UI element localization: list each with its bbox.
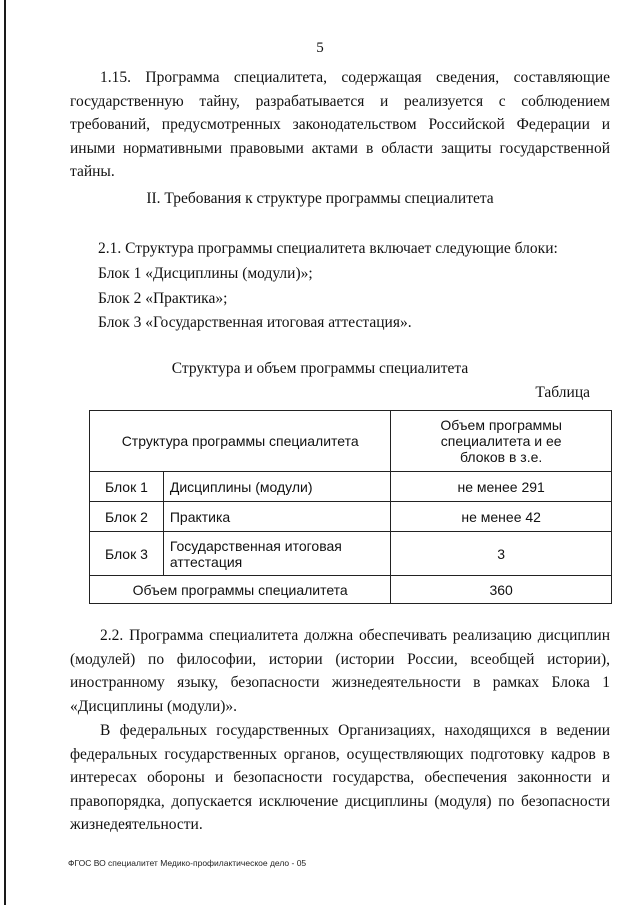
table-row: [90, 472, 612, 502]
structure-table: [89, 410, 612, 604]
table-header-row: [90, 411, 612, 472]
block-list-item-1: Блок 1 «Дисциплины (модули)»;: [98, 265, 313, 282]
volume-cell: не менее 291: [391, 472, 612, 502]
block-list-item-2: Блок 2 «Практика»;: [98, 290, 228, 307]
paragraph-2-2: 2.2. Программа специалитета должна обеспечивать реализацию дисциплин (модулей) по философии, истории (истории России, всеобщей истории), иностранному языку, безопасности жизнедеятельности в рамках Блока 1 «Дисциплины (модули)».: [70, 627, 610, 715]
block-cell: Блок 2: [90, 502, 164, 532]
block-name-cell: Практика: [163, 502, 390, 532]
table-title: Структура и объем программы специалитета: [171, 360, 469, 377]
table-label: Таблица: [535, 384, 590, 401]
table-total-row: [90, 576, 612, 604]
block-list-item-3: Блок 3 «Государственная итоговая аттестация».: [98, 314, 412, 331]
page-number: 5: [316, 40, 324, 56]
volume-cell: не менее 42: [391, 502, 612, 532]
paragraph-2-1: 2.1. Структура программы специалитета включает следующие блоки:: [98, 240, 558, 257]
block-cell: Блок 3: [90, 532, 164, 576]
section-heading: II. Требования к структуре программы специалитета: [146, 190, 494, 207]
header-structure-cell: Структура программы специалитета: [90, 411, 391, 472]
block-name-cell: Дисциплины (модули): [163, 472, 390, 502]
header-volume-cell: Объем программы специалитета и ее блоков в з.е.: [391, 411, 612, 472]
block-name-cell: Государственная итоговая аттестация: [163, 532, 390, 576]
table-row: [90, 502, 612, 532]
page-footer: ФГОС ВО специалитет Медико-профилактическое дело - 05: [68, 858, 307, 868]
total-value-cell: 360: [391, 576, 612, 604]
table-row: [90, 532, 612, 576]
volume-cell: 3: [391, 532, 612, 576]
page-edge-line: [4, 0, 6, 905]
block-cell: Блок 1: [90, 472, 164, 502]
paragraph-1-15: 1.15. Программа специалитета, содержащая сведения, составляющие государственную тайну, разрабатывается и реализуется с соблюдением требований, предусмотренных законодательством Российской Федерации и иными нормативными правовыми актами в области защиты государственной тайны.: [70, 69, 610, 180]
paragraph-federal: В федеральных государственных Организациях, находящихся в ведении федеральных государственных органов, осуществляющих подготовку кадров в интересах обороны и безопасности государства, обеспечения законности и правопорядка, допускается исключение дисциплины (модуля) по безопасности жизнедеятельности.: [70, 722, 610, 833]
total-label-cell: Объем программы специалитета: [90, 576, 391, 604]
